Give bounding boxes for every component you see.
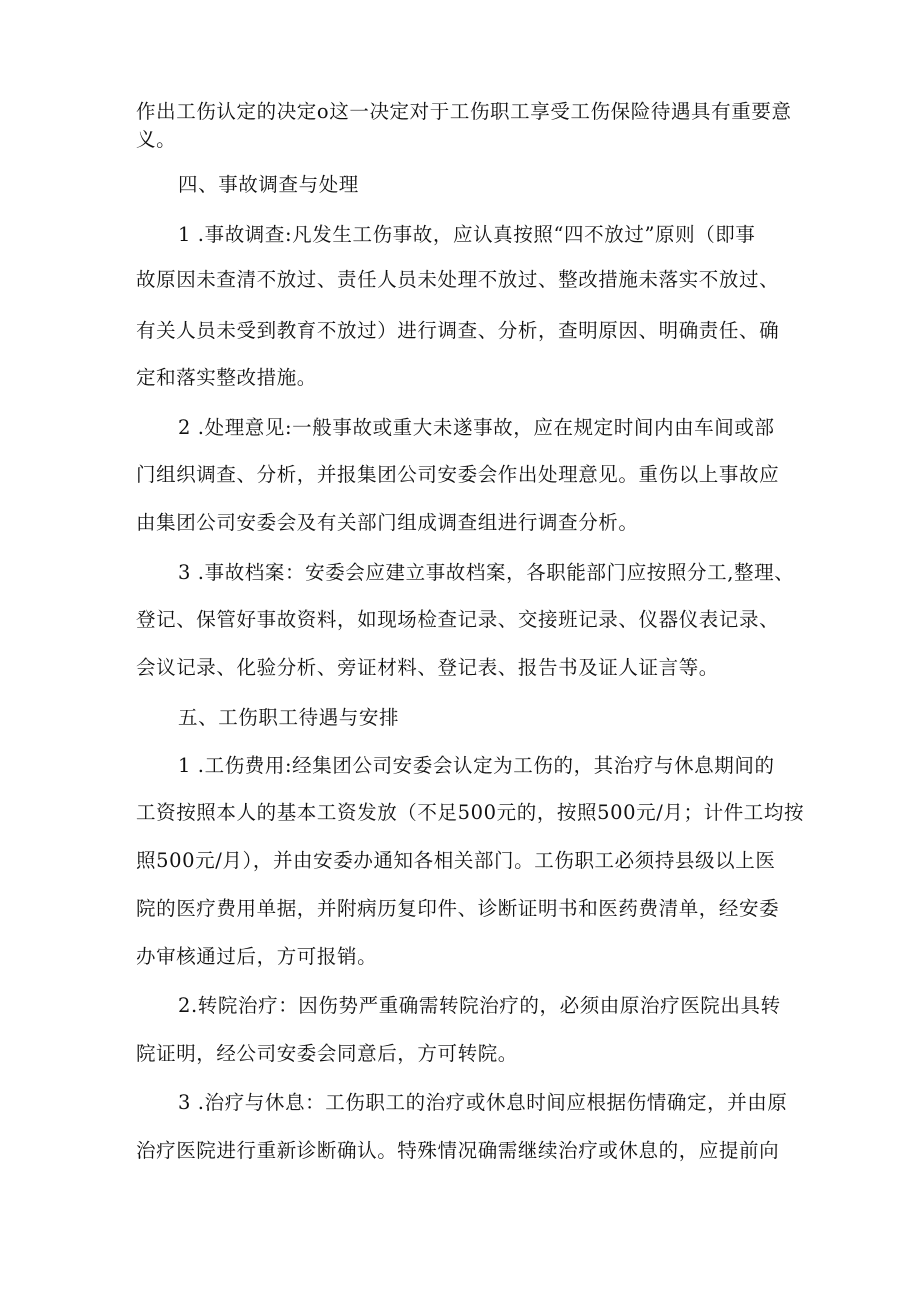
section-heading: 四、事故调查与处理 [178, 173, 359, 196]
text-line: 义。 [136, 128, 177, 151]
text-line: 3 .治疗与休息：工伤职工的治疗或休息时间应根据伤情确定，并由原 [178, 1091, 788, 1114]
text-line: 办审核通过后，方可报销。 [136, 945, 378, 968]
text-line: 登记、保管好事故资料，如现场检查记录、交接班记录、仪器仪表记录、 [136, 608, 780, 631]
text-line: 作出工伤认定的决定o这一决定对于工伤职工享受工伤保险待遇具有重要意 [136, 100, 792, 123]
text-line: 有关人员未受到教育不放过）进行调查、分析，查明原因、明确责任、确 [136, 319, 780, 342]
text-line: 2 .处理意见:一般事故或重大未遂事故，应在规定时间内由车间或部 [178, 416, 775, 439]
section-heading: 五、工伤职工待遇与安排 [178, 706, 400, 729]
text-line: 门组织调查、分析，并报集团公司安委会作出处理意见。重伤以上事故应 [136, 463, 780, 486]
text-line: 会议记录、化验分析、旁证材料、登记表、报告书及证人证言等。 [136, 656, 719, 679]
text-line: 治疗医院进行重新诊断确认。特殊情况确需继续治疗或休息的，应提前向 [136, 1139, 780, 1162]
text-line: 由集团公司安委会及有关部门组成调查组进行调查分析。 [136, 511, 639, 534]
text-line: 故原因未查清不放过、责任人员未处理不放过、整改措施未落实不放过、 [136, 268, 780, 291]
text-line: 1 .事故调查:凡发生工伤事故，应认真按照“四不放过”原则（即事 [178, 223, 756, 246]
text-line: 院的医疗费用单据，并附病历复印件、诊断证明书和医药费清单，经安委 [136, 897, 780, 920]
text-line: 1 .工伤费用:经集团公司安委会认定为工伤的，其治疗与休息期间的 [178, 754, 775, 777]
text-line: 工资按照本人的基本工资发放（不足500元的，按照500元/月；计件工均按 [136, 801, 805, 824]
text-line: 3 .事故档案：安委会应建立事故档案，各职能部门应按照分工,整理、 [178, 561, 795, 584]
text-line: 照500元/月），并由安委办通知各相关部门。工伤职工必须持县级以上医 [136, 849, 776, 872]
text-line: 定和落实整改措施。 [136, 366, 317, 389]
text-line: 院证明，经公司安委会同意后，方可转院。 [136, 1042, 518, 1065]
text-line: 2.转院治疗：因伤势严重确需转院治疗的，必须由原治疗医院出具转 [178, 994, 781, 1017]
